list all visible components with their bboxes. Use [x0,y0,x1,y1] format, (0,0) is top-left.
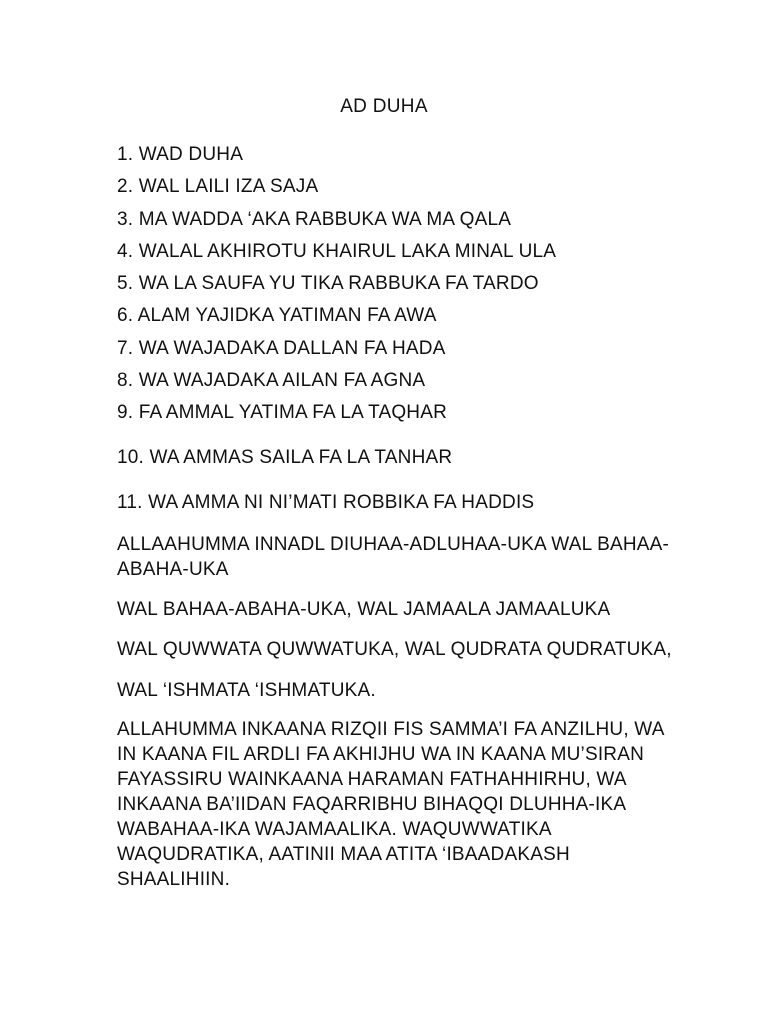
prayer-paragraph: ALLAAHUMMA INNADL DIUHAA-ADLUHAA-UKA WAL BAHAA-ABAHA-UKA [117,534,670,581]
verse-line: 8. WA WAJADAKA AILAN FA AGNA [117,370,426,392]
verse-list [117,142,677,532]
verse-line: 11. WA AMMA NI NI’MATI ROBBIKA FA HADDIS [117,492,535,514]
verse-line: 5. WA LA SAUFA YU TIKA RABBUKA FA TARDO [117,273,539,295]
verse-line: 4. WALAL AKHIROTU KHAIRUL LAKA MINAL ULA [117,240,557,262]
verse-line: 9. FA AMMAL YATIMA FA LA TAQHAR [117,402,448,424]
verse-line: 1. WAD DUHA [117,144,244,165]
verse-line: 2. WAL LAILI IZA SAJA [117,176,319,198]
document-body [117,142,677,892]
prayer-paragraph: WAL ‘ISHMATA ‘ISHMATUKA. [117,680,376,702]
prayer-paragraph: ALLAHUMMA INKAANA RIZQII FIS SAMMA’I FA ANZILHU, WA IN KAANA FIL ARDLI FA AKHIJHU WA IN KAANA MU’SIRAN FAYASSIRU WAINKAANA HARAMAN FATHAHHIRHU, WA INKAANA BA’IIDAN FAQARRIBHU BIHAQQI DLUHHA-IKA WABAHAA-IKA WAJAMAALIKA. WAQUWWATIKA WAQUDRATIKA, AATINII MAA ATITA ‘IBAADAKASH SHAALIHIIN. [117,719,664,891]
verse-line: 3. MA WADDA ‘AKA RABBUKA WA MA QALA [117,208,512,230]
prayer-paragraph: WAL QUWWATA QUWWATUKA, WAL QUDRATA QUDRATUKA, [117,639,672,661]
prayer-paragraph: WAL BAHAA-ABAHA-UKA, WAL JAMAALA JAMAALUKA [117,599,611,621]
verse-line: 6. ALAM YAJIDKA YATIMAN FA AWA [117,305,437,327]
document-title: AD DUHA [340,96,428,117]
verse-line: 7. WA WAJADAKA DALLAN FA HADA [117,337,446,359]
verse-line: 10. WA AMMAS SAILA FA LA TANHAR [117,447,453,469]
